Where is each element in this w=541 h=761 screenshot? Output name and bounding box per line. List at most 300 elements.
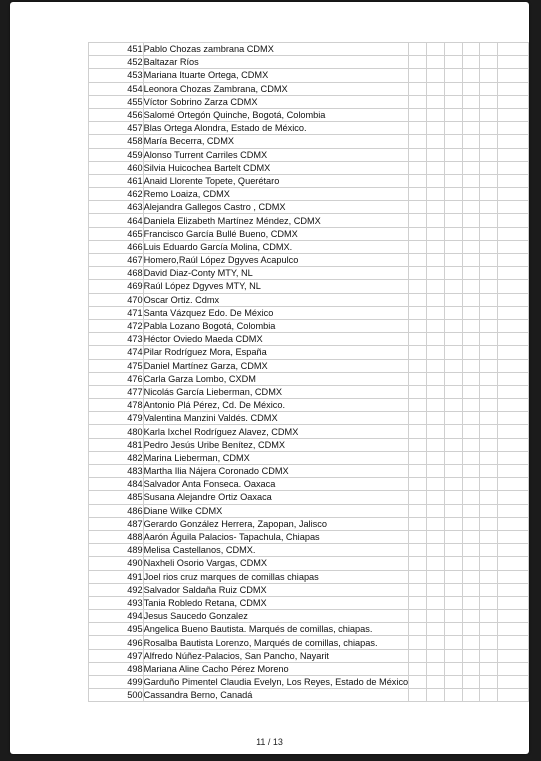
empty-cell bbox=[480, 583, 498, 596]
empty-cell bbox=[480, 451, 498, 464]
row-number: 491 bbox=[89, 570, 144, 583]
row-number: 477 bbox=[89, 385, 144, 398]
empty-cell bbox=[480, 399, 498, 412]
empty-cell bbox=[480, 174, 498, 187]
empty-cell bbox=[462, 385, 480, 398]
empty-cell bbox=[409, 95, 427, 108]
empty-cell bbox=[480, 412, 498, 425]
name-cell: Oscar Ortiz. Cdmx bbox=[143, 293, 409, 306]
empty-cell bbox=[480, 570, 498, 583]
empty-cell bbox=[426, 280, 444, 293]
empty-cell bbox=[498, 333, 529, 346]
empty-cell bbox=[409, 122, 427, 135]
name-cell: Naxheli Osorio Vargas, CDMX bbox=[143, 557, 409, 570]
empty-cell bbox=[462, 689, 480, 702]
empty-cell bbox=[426, 557, 444, 570]
empty-cell bbox=[426, 135, 444, 148]
empty-cell bbox=[444, 557, 462, 570]
empty-cell bbox=[462, 201, 480, 214]
empty-cell bbox=[426, 333, 444, 346]
empty-cell bbox=[444, 465, 462, 478]
empty-cell bbox=[498, 517, 529, 530]
empty-cell bbox=[498, 372, 529, 385]
empty-cell bbox=[444, 306, 462, 319]
row-number: 474 bbox=[89, 346, 144, 359]
empty-cell bbox=[444, 385, 462, 398]
table-row bbox=[89, 596, 529, 609]
empty-cell bbox=[480, 148, 498, 161]
empty-cell bbox=[462, 451, 480, 464]
empty-cell bbox=[426, 108, 444, 121]
empty-cell bbox=[480, 517, 498, 530]
empty-cell bbox=[409, 69, 427, 82]
name-cell: Santa Vázquez Edo. De México bbox=[143, 306, 409, 319]
empty-cell bbox=[444, 491, 462, 504]
empty-cell bbox=[426, 43, 444, 56]
empty-cell bbox=[462, 69, 480, 82]
row-number: 494 bbox=[89, 610, 144, 623]
empty-cell bbox=[426, 649, 444, 662]
row-number: 480 bbox=[89, 425, 144, 438]
empty-cell bbox=[426, 306, 444, 319]
empty-cell bbox=[409, 214, 427, 227]
empty-cell bbox=[498, 636, 529, 649]
empty-cell bbox=[498, 610, 529, 623]
row-number: 457 bbox=[89, 122, 144, 135]
row-number: 464 bbox=[89, 214, 144, 227]
empty-cell bbox=[498, 240, 529, 253]
empty-cell bbox=[462, 465, 480, 478]
page-number: 11 / 13 bbox=[256, 737, 283, 747]
empty-cell bbox=[444, 451, 462, 464]
empty-cell bbox=[444, 610, 462, 623]
empty-cell bbox=[444, 108, 462, 121]
empty-cell bbox=[426, 623, 444, 636]
empty-cell bbox=[498, 293, 529, 306]
empty-cell bbox=[462, 214, 480, 227]
empty-cell bbox=[498, 359, 529, 372]
empty-cell bbox=[498, 596, 529, 609]
empty-cell bbox=[426, 583, 444, 596]
empty-cell bbox=[409, 188, 427, 201]
empty-cell bbox=[444, 649, 462, 662]
empty-cell bbox=[444, 570, 462, 583]
empty-cell bbox=[462, 412, 480, 425]
name-cell: Cassandra Berno, Canadá bbox=[143, 689, 409, 702]
empty-cell bbox=[444, 293, 462, 306]
table-row bbox=[89, 649, 529, 662]
name-cell: Karla Ixchel Rodríguez Alavez, CDMX bbox=[143, 425, 409, 438]
empty-cell bbox=[462, 319, 480, 332]
name-cell: Susana Alejandre Ortiz Oaxaca bbox=[143, 491, 409, 504]
empty-cell bbox=[462, 557, 480, 570]
empty-cell bbox=[462, 108, 480, 121]
row-number: 465 bbox=[89, 227, 144, 240]
empty-cell bbox=[498, 504, 529, 517]
name-cell: Remo Loaiza, CDMX bbox=[143, 188, 409, 201]
empty-cell bbox=[426, 161, 444, 174]
empty-cell bbox=[480, 254, 498, 267]
empty-cell bbox=[480, 333, 498, 346]
row-number: 468 bbox=[89, 267, 144, 280]
table-row bbox=[89, 227, 529, 240]
empty-cell bbox=[462, 280, 480, 293]
empty-cell bbox=[426, 122, 444, 135]
empty-cell bbox=[462, 293, 480, 306]
empty-cell bbox=[480, 108, 498, 121]
table-row bbox=[89, 438, 529, 451]
empty-cell bbox=[462, 491, 480, 504]
name-cell: Tania Robledo Retana, CDMX bbox=[143, 596, 409, 609]
empty-cell bbox=[480, 346, 498, 359]
empty-cell bbox=[426, 293, 444, 306]
table-row bbox=[89, 465, 529, 478]
empty-cell bbox=[498, 135, 529, 148]
empty-cell bbox=[444, 662, 462, 675]
row-number: 453 bbox=[89, 69, 144, 82]
empty-cell bbox=[462, 346, 480, 359]
empty-cell bbox=[498, 43, 529, 56]
empty-cell bbox=[426, 636, 444, 649]
table-row bbox=[89, 610, 529, 623]
empty-cell bbox=[480, 438, 498, 451]
empty-cell bbox=[409, 438, 427, 451]
name-cell: Diane Wilke CDMX bbox=[143, 504, 409, 517]
empty-cell bbox=[498, 306, 529, 319]
empty-cell bbox=[480, 135, 498, 148]
empty-cell bbox=[409, 491, 427, 504]
empty-cell bbox=[480, 280, 498, 293]
row-number: 454 bbox=[89, 82, 144, 95]
empty-cell bbox=[462, 333, 480, 346]
empty-cell bbox=[498, 570, 529, 583]
table-row bbox=[89, 122, 529, 135]
empty-cell bbox=[426, 148, 444, 161]
empty-cell bbox=[444, 122, 462, 135]
empty-cell bbox=[409, 280, 427, 293]
empty-cell bbox=[462, 530, 480, 543]
empty-cell bbox=[462, 676, 480, 689]
row-number: 476 bbox=[89, 372, 144, 385]
empty-cell bbox=[409, 267, 427, 280]
row-number: 497 bbox=[89, 649, 144, 662]
name-cell: María Becerra, CDMX bbox=[143, 135, 409, 148]
empty-cell bbox=[409, 689, 427, 702]
name-cell: Alejandra Gallegos Castro , CDMX bbox=[143, 201, 409, 214]
row-number: 460 bbox=[89, 161, 144, 174]
empty-cell bbox=[480, 491, 498, 504]
empty-cell bbox=[480, 82, 498, 95]
empty-cell bbox=[480, 293, 498, 306]
row-number: 489 bbox=[89, 544, 144, 557]
table-row bbox=[89, 451, 529, 464]
empty-cell bbox=[498, 188, 529, 201]
empty-cell bbox=[409, 319, 427, 332]
empty-cell bbox=[426, 95, 444, 108]
row-number: 488 bbox=[89, 530, 144, 543]
empty-cell bbox=[480, 319, 498, 332]
table-row bbox=[89, 517, 529, 530]
row-number: 456 bbox=[89, 108, 144, 121]
empty-cell bbox=[498, 69, 529, 82]
empty-cell bbox=[444, 69, 462, 82]
name-cell: Carla Garza Lombo, CXDM bbox=[143, 372, 409, 385]
empty-cell bbox=[498, 267, 529, 280]
empty-cell bbox=[498, 174, 529, 187]
empty-cell bbox=[480, 636, 498, 649]
empty-cell bbox=[462, 438, 480, 451]
empty-cell bbox=[426, 69, 444, 82]
name-cell: Aarón Águila Palacios- Tapachula, Chiapas bbox=[143, 530, 409, 543]
empty-cell bbox=[426, 662, 444, 675]
empty-cell bbox=[444, 583, 462, 596]
empty-cell bbox=[480, 122, 498, 135]
empty-cell bbox=[498, 254, 529, 267]
empty-cell bbox=[444, 319, 462, 332]
empty-cell bbox=[409, 610, 427, 623]
row-number: 496 bbox=[89, 636, 144, 649]
empty-cell bbox=[409, 174, 427, 187]
name-cell: Alfredo Núñez-Palacios, San Pancho, Nayarit bbox=[143, 649, 409, 662]
table-row bbox=[89, 280, 529, 293]
row-number: 500 bbox=[89, 689, 144, 702]
empty-cell bbox=[426, 530, 444, 543]
empty-cell bbox=[462, 662, 480, 675]
table-row bbox=[89, 174, 529, 187]
empty-cell bbox=[444, 280, 462, 293]
empty-cell bbox=[498, 201, 529, 214]
empty-cell bbox=[498, 662, 529, 675]
empty-cell bbox=[444, 161, 462, 174]
name-cell: Salomé Ortegón Quinche, Bogotá, Colombia bbox=[143, 108, 409, 121]
row-number: 487 bbox=[89, 517, 144, 530]
name-cell: Francisco García Bullé Bueno, CDMX bbox=[143, 227, 409, 240]
empty-cell bbox=[480, 557, 498, 570]
empty-cell bbox=[426, 399, 444, 412]
row-number: 478 bbox=[89, 399, 144, 412]
empty-cell bbox=[426, 504, 444, 517]
empty-cell bbox=[462, 227, 480, 240]
row-number: 479 bbox=[89, 412, 144, 425]
empty-cell bbox=[462, 267, 480, 280]
row-number: 466 bbox=[89, 240, 144, 253]
empty-cell bbox=[480, 56, 498, 69]
empty-cell bbox=[444, 596, 462, 609]
empty-cell bbox=[498, 583, 529, 596]
empty-cell bbox=[462, 174, 480, 187]
empty-cell bbox=[426, 465, 444, 478]
table-row bbox=[89, 346, 529, 359]
name-cell: Salvador Anta Fonseca. Oaxaca bbox=[143, 478, 409, 491]
empty-cell bbox=[498, 649, 529, 662]
empty-cell bbox=[409, 557, 427, 570]
empty-cell bbox=[444, 623, 462, 636]
empty-cell bbox=[426, 438, 444, 451]
table-row bbox=[89, 254, 529, 267]
empty-cell bbox=[498, 623, 529, 636]
row-number: 473 bbox=[89, 333, 144, 346]
empty-cell bbox=[409, 636, 427, 649]
empty-cell bbox=[462, 306, 480, 319]
table-row bbox=[89, 425, 529, 438]
empty-cell bbox=[444, 214, 462, 227]
name-cell: Joel rios cruz marques de comillas chiapas bbox=[143, 570, 409, 583]
empty-cell bbox=[480, 43, 498, 56]
empty-cell bbox=[426, 544, 444, 557]
empty-cell bbox=[426, 254, 444, 267]
empty-cell bbox=[426, 596, 444, 609]
empty-cell bbox=[409, 478, 427, 491]
name-cell: Pabla Lozano Bogotá, Colombia bbox=[143, 319, 409, 332]
empty-cell bbox=[409, 201, 427, 214]
empty-cell bbox=[480, 69, 498, 82]
empty-cell bbox=[426, 319, 444, 332]
empty-cell bbox=[462, 148, 480, 161]
empty-cell bbox=[444, 346, 462, 359]
name-cell: Leonora Chozas Zambrana, CDMX bbox=[143, 82, 409, 95]
empty-cell bbox=[444, 504, 462, 517]
empty-cell bbox=[444, 544, 462, 557]
empty-cell bbox=[480, 267, 498, 280]
empty-cell bbox=[480, 676, 498, 689]
empty-cell bbox=[462, 82, 480, 95]
empty-cell bbox=[480, 465, 498, 478]
row-number: 481 bbox=[89, 438, 144, 451]
row-number: 493 bbox=[89, 596, 144, 609]
empty-cell bbox=[462, 425, 480, 438]
table-row bbox=[89, 43, 529, 56]
empty-cell bbox=[498, 451, 529, 464]
empty-cell bbox=[444, 478, 462, 491]
spreadsheet-table bbox=[88, 42, 529, 702]
table-row bbox=[89, 333, 529, 346]
table-row bbox=[89, 56, 529, 69]
row-number: 482 bbox=[89, 451, 144, 464]
empty-cell bbox=[444, 135, 462, 148]
table-row bbox=[89, 201, 529, 214]
empty-cell bbox=[462, 359, 480, 372]
row-number: 470 bbox=[89, 293, 144, 306]
empty-cell bbox=[426, 82, 444, 95]
empty-cell bbox=[498, 56, 529, 69]
empty-cell bbox=[480, 359, 498, 372]
row-number: 471 bbox=[89, 306, 144, 319]
empty-cell bbox=[409, 148, 427, 161]
table-row bbox=[89, 491, 529, 504]
table-row bbox=[89, 135, 529, 148]
empty-cell bbox=[426, 56, 444, 69]
empty-cell bbox=[498, 148, 529, 161]
table-row bbox=[89, 359, 529, 372]
row-number: 485 bbox=[89, 491, 144, 504]
row-number: 462 bbox=[89, 188, 144, 201]
table-row bbox=[89, 689, 529, 702]
row-number: 490 bbox=[89, 557, 144, 570]
empty-cell bbox=[462, 135, 480, 148]
empty-cell bbox=[480, 544, 498, 557]
empty-cell bbox=[426, 425, 444, 438]
name-cell: Pedro Jesús Uribe Benítez, CDMX bbox=[143, 438, 409, 451]
row-number: 452 bbox=[89, 56, 144, 69]
table-row bbox=[89, 623, 529, 636]
empty-cell bbox=[426, 188, 444, 201]
empty-cell bbox=[480, 623, 498, 636]
empty-cell bbox=[444, 517, 462, 530]
empty-cell bbox=[444, 425, 462, 438]
row-number: 461 bbox=[89, 174, 144, 187]
table-row bbox=[89, 188, 529, 201]
table-row bbox=[89, 662, 529, 675]
empty-cell bbox=[409, 570, 427, 583]
empty-cell bbox=[498, 214, 529, 227]
empty-cell bbox=[480, 161, 498, 174]
empty-cell bbox=[409, 649, 427, 662]
table-row bbox=[89, 385, 529, 398]
name-cell: Blas Ortega Alondra, Estado de México. bbox=[143, 122, 409, 135]
empty-cell bbox=[426, 201, 444, 214]
table-row bbox=[89, 82, 529, 95]
empty-cell bbox=[462, 610, 480, 623]
empty-cell bbox=[498, 122, 529, 135]
empty-cell bbox=[480, 372, 498, 385]
empty-cell bbox=[462, 478, 480, 491]
empty-cell bbox=[426, 689, 444, 702]
empty-cell bbox=[409, 412, 427, 425]
row-number: 467 bbox=[89, 254, 144, 267]
empty-cell bbox=[444, 267, 462, 280]
empty-cell bbox=[462, 544, 480, 557]
table-row bbox=[89, 557, 529, 570]
empty-cell bbox=[480, 385, 498, 398]
empty-cell bbox=[409, 530, 427, 543]
empty-cell bbox=[498, 689, 529, 702]
empty-cell bbox=[498, 82, 529, 95]
table-row bbox=[89, 583, 529, 596]
row-number: 459 bbox=[89, 148, 144, 161]
name-cell: Antonio Plá Pérez, Cd. De México. bbox=[143, 399, 409, 412]
row-number: 458 bbox=[89, 135, 144, 148]
empty-cell bbox=[409, 583, 427, 596]
empty-cell bbox=[409, 517, 427, 530]
empty-cell bbox=[462, 240, 480, 253]
empty-cell bbox=[409, 56, 427, 69]
name-cell: Silvia Huicochea Bartelt CDMX bbox=[143, 161, 409, 174]
empty-cell bbox=[409, 161, 427, 174]
empty-cell bbox=[409, 135, 427, 148]
empty-cell bbox=[409, 333, 427, 346]
empty-cell bbox=[444, 676, 462, 689]
row-number: 499 bbox=[89, 676, 144, 689]
empty-cell bbox=[462, 188, 480, 201]
name-cell: David Diaz-Conty MTY, NL bbox=[143, 267, 409, 280]
empty-cell bbox=[444, 95, 462, 108]
empty-cell bbox=[409, 227, 427, 240]
empty-cell bbox=[498, 544, 529, 557]
name-cell: Nicolás García Lieberman, CDMX bbox=[143, 385, 409, 398]
row-number: 492 bbox=[89, 583, 144, 596]
empty-cell bbox=[426, 517, 444, 530]
empty-cell bbox=[409, 623, 427, 636]
empty-cell bbox=[426, 359, 444, 372]
empty-cell bbox=[480, 214, 498, 227]
name-cell: Héctor Oviedo Maeda CDMX bbox=[143, 333, 409, 346]
empty-cell bbox=[480, 306, 498, 319]
table-row bbox=[89, 478, 529, 491]
row-number: 486 bbox=[89, 504, 144, 517]
empty-cell bbox=[444, 148, 462, 161]
empty-cell bbox=[444, 333, 462, 346]
empty-cell bbox=[409, 293, 427, 306]
